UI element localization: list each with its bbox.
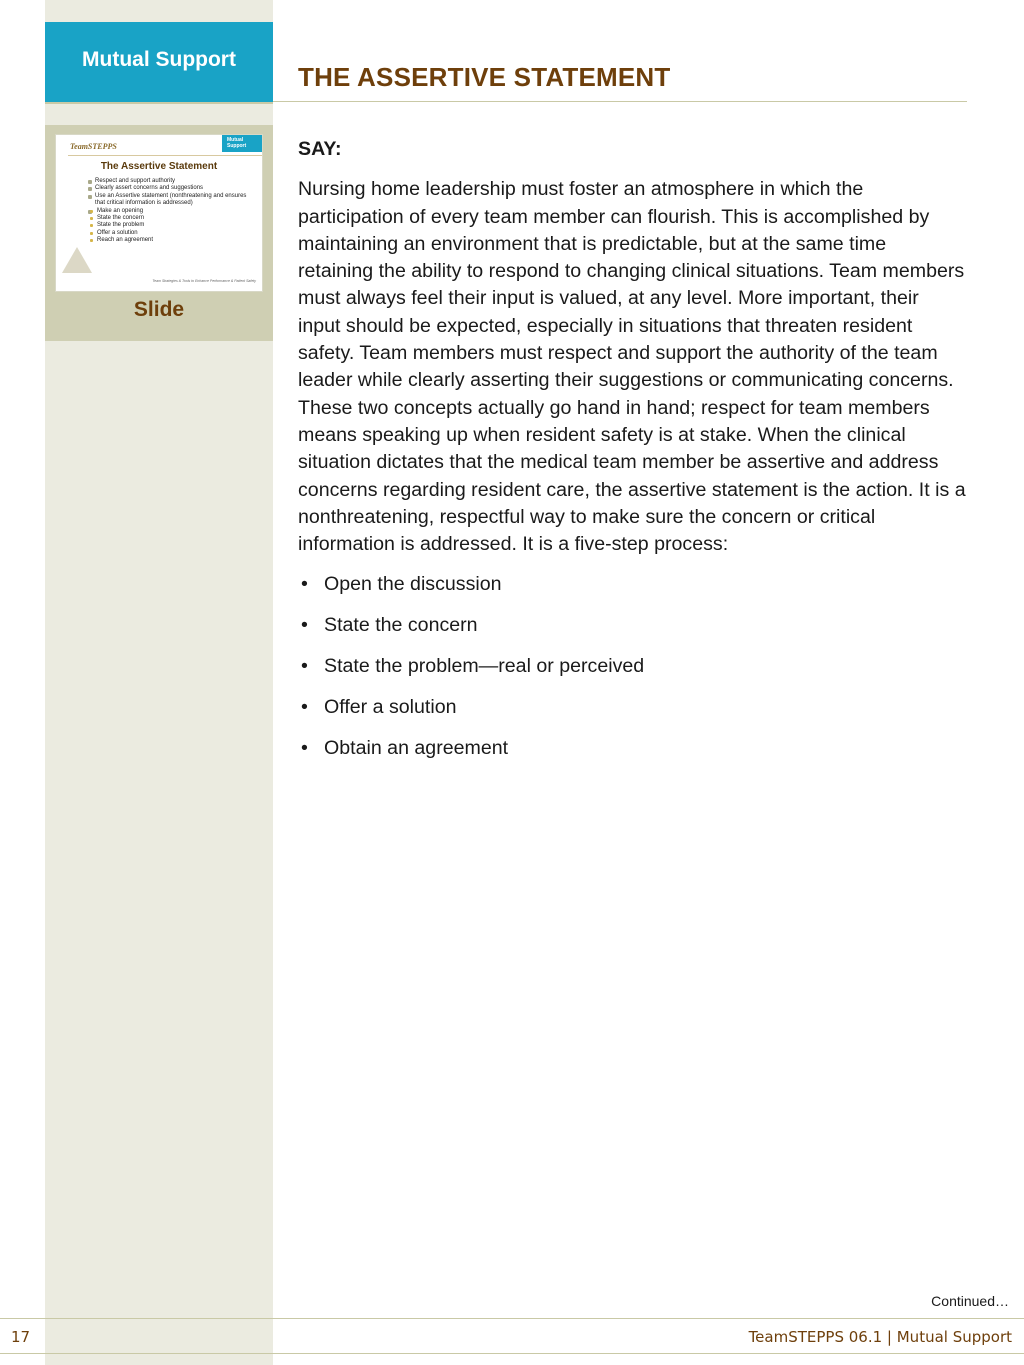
bullet-icon: •	[301, 573, 308, 596]
thumbnail-sublist-wrapper	[88, 208, 258, 245]
bullet-icon: •	[301, 696, 308, 719]
body-paragraph: Nursing home leadership must foster an atmosphere in which the participation of every team member can flourish. This is accomplished by maintaining an environment that is predictable, but at the same time retaining the ability to respond to changing clinical situations. Team members must always feel their input is valued, at any level. More important, their input should be expected, especially in situations that threaten resident safety. Team members must respect and support the authority of the team leader while clearly asserting their suggestions or communicating concerns. These two concepts actually go hand in hand; respect for team members means speaking up when resident safety is at stake. When the clinical situation dictates that the medical team member be assertive and address concerns regarding resident care, the assertive statement is the action. It is a nonthreatening, respectful way to make sure the concern or critical information is addressed. It is a five-step process:	[298, 178, 966, 556]
slide-label: Slide	[133, 298, 185, 321]
thumbnail-badge: Mutual Support	[222, 135, 262, 152]
step-text: State the concern	[324, 614, 478, 637]
section-tab: Mutual Support	[45, 22, 273, 102]
footer-rule	[0, 1353, 1024, 1354]
thumbnail-item: Use an Assertive statement (nonthreatening and ensures that critical information is addressed)	[88, 193, 258, 208]
tab-divider	[45, 102, 273, 104]
teamstepps-logo-icon	[62, 247, 92, 273]
bullet-icon: •	[301, 737, 308, 760]
thumbnail-subitem: Offer a solution	[90, 230, 258, 237]
page-number: 17	[11, 1328, 31, 1346]
thumbnail-subitem: Make an opening	[90, 208, 258, 215]
page-title: THE ASSERTIVE STATEMENT	[298, 62, 671, 92]
thumbnail-subitem: State the concern	[90, 215, 258, 222]
main-content	[298, 136, 966, 776]
steps-list	[298, 571, 966, 762]
thumbnail-rule	[68, 155, 262, 156]
thumbnail-subitem: State the problem	[90, 222, 258, 229]
thumbnail-sublist	[88, 208, 258, 245]
footer-rule	[0, 1318, 1024, 1319]
thumbnail-brand: TeamSTEPPS	[70, 142, 117, 151]
list-item	[298, 694, 966, 721]
list-item	[298, 571, 966, 598]
list-item	[298, 653, 966, 680]
list-item	[298, 735, 966, 762]
thumbnail-item: Clearly assert concerns and suggestions	[88, 185, 258, 192]
thumbnail-footer: Team Strategies & Tools to Enhance Performance & Patient Safety	[152, 279, 256, 283]
step-text: Open the discussion	[324, 573, 502, 596]
step-text: Offer a solution	[324, 696, 457, 719]
thumbnail-title: The Assertive Statement	[100, 161, 218, 172]
bullet-icon: •	[301, 655, 308, 678]
continued-note: Continued…	[931, 1293, 1009, 1309]
thumbnail-item: Respect and support authority	[88, 178, 258, 185]
step-text: Obtain an agreement	[324, 737, 509, 760]
step-text: State the problem—real or perceived	[324, 655, 645, 678]
bullet-icon: •	[301, 614, 308, 637]
list-item	[298, 612, 966, 639]
thumbnail-list	[88, 178, 258, 245]
title-rule	[273, 101, 967, 102]
slide-thumbnail	[56, 135, 262, 291]
say-label: SAY:	[298, 138, 342, 160]
thumbnail-subitem: Reach an agreement	[90, 237, 258, 244]
footer-document-label: TeamSTEPPS 06.1 | Mutual Support	[748, 1328, 1012, 1346]
